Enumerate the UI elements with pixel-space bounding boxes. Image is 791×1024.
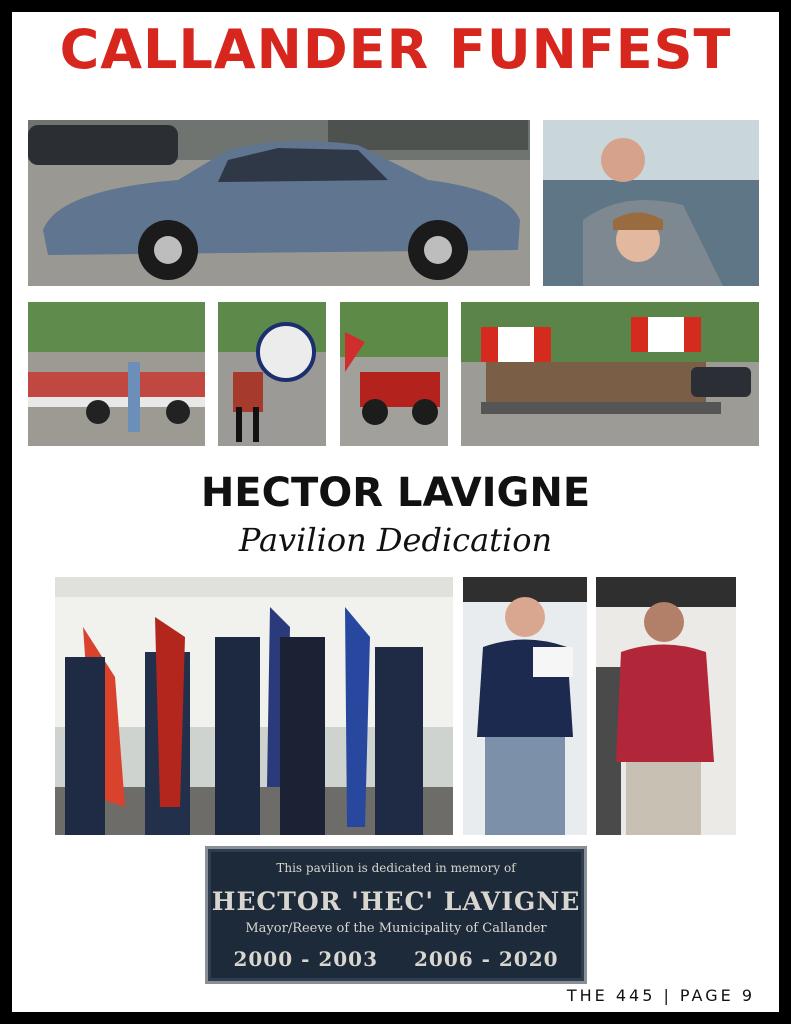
memorial-plaque bbox=[205, 846, 587, 984]
plaque-dedication: This pavilion is dedicated in memory of bbox=[276, 861, 516, 875]
photo-man-canada-shirt bbox=[596, 577, 736, 835]
photo-atv-flag bbox=[340, 302, 448, 446]
plaque-term-2: 2006 - 2020 bbox=[413, 947, 559, 971]
photo-classic-car bbox=[28, 120, 530, 286]
page-title: CALLANDER FUNFEST bbox=[59, 18, 732, 81]
plaque-role: Mayor/Reeve of the Municipality of Callander bbox=[245, 921, 547, 936]
plaque-name: HECTOR 'HEC' LAVIGNE bbox=[211, 887, 581, 916]
photo-drummer bbox=[218, 302, 326, 446]
photo-driver-and-girl bbox=[543, 120, 759, 286]
photo-veterans-color-guard bbox=[55, 577, 453, 835]
photo-parade-float-people bbox=[28, 302, 205, 446]
plaque-terms bbox=[208, 947, 584, 971]
section-subheading: Pavilion Dedication bbox=[238, 521, 553, 559]
page-footer: THE 445 | PAGE 9 bbox=[566, 986, 755, 1005]
photo-woman-speaker bbox=[463, 577, 587, 835]
photo-canada-float bbox=[461, 302, 759, 446]
section-heading: HECTOR LAVIGNE bbox=[200, 470, 591, 516]
plaque-term-1: 2000 - 2003 bbox=[233, 947, 379, 971]
